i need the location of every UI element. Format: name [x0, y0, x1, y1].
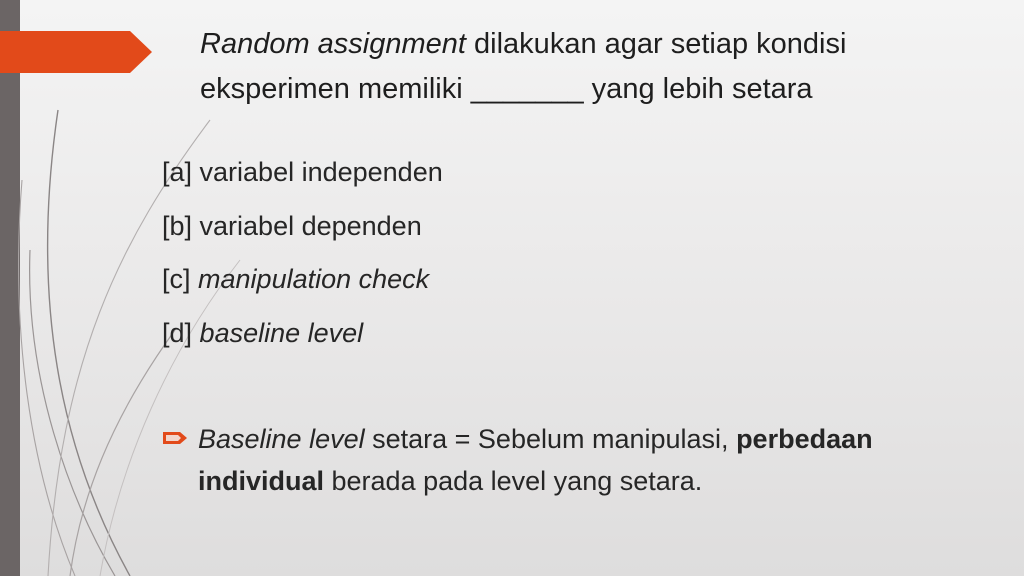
option-text: variabel independen [192, 157, 443, 187]
answer-options [162, 146, 962, 360]
note-bold-2: individual [198, 466, 325, 496]
option-key: [a] [162, 157, 193, 187]
note-mid: setara = Sebelum manipulasi, [364, 424, 737, 454]
title-line-1 [200, 22, 1000, 67]
title-italic: Random assignment [200, 28, 466, 60]
slide-title [200, 22, 1000, 112]
option-text [192, 318, 200, 348]
option-italic: manipulation check [198, 264, 430, 294]
option-key: [b] [162, 210, 193, 241]
option-key: [c] [162, 264, 191, 294]
option-italic: baseline level [199, 317, 364, 348]
note-end: berada pada level yang setara. [324, 466, 703, 496]
accent-arrow-shape [0, 31, 152, 73]
option-key: [d] [162, 317, 193, 348]
option-text [191, 264, 199, 294]
note-bold-1: perbedaan [736, 424, 873, 454]
answer-note [162, 418, 982, 502]
option-a [162, 146, 962, 200]
arrow-right-icon [162, 430, 188, 446]
note-italic: Baseline level [198, 424, 365, 454]
title-line-2: eksperimen memiliki _______ yang lebih setara [200, 73, 813, 105]
option-c [162, 253, 962, 307]
option-b [162, 200, 962, 254]
option-d [162, 307, 962, 361]
option-text: variabel dependen [192, 210, 422, 241]
title-line-1-rest: dilakukan agar setiap kondisi [465, 28, 847, 60]
note-text [198, 418, 982, 502]
